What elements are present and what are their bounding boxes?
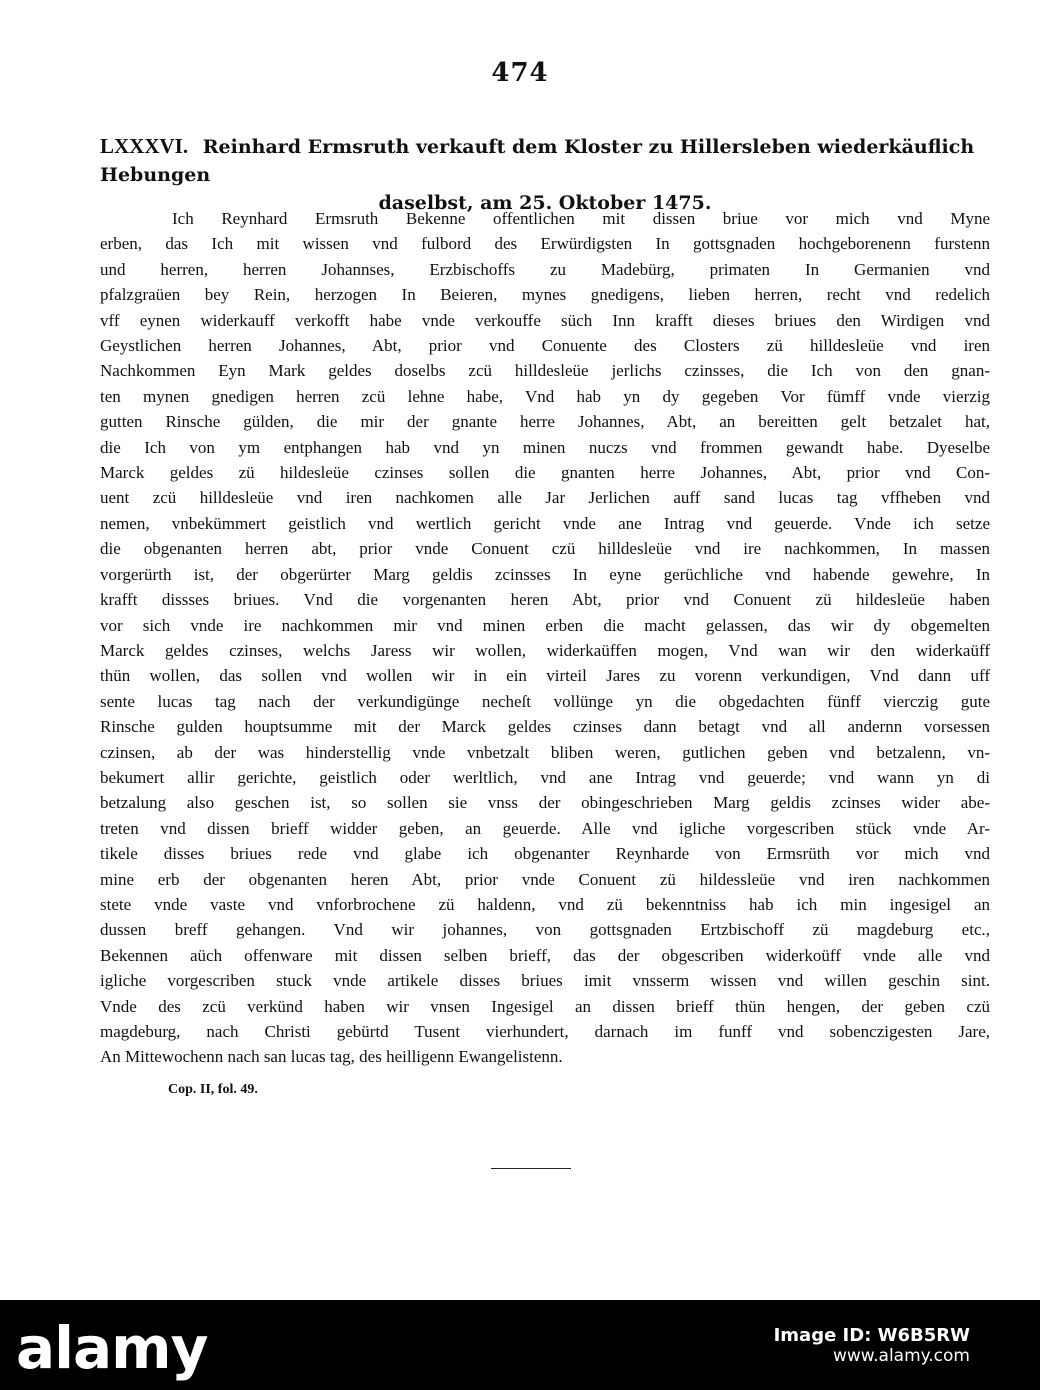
heading-title-line1: Reinhard Ermsruth verkauft dem Kloster zu Hillersleben wiederkäuflich Hebungen — [100, 136, 975, 186]
body-line: thün wollen, das sollen vnd wollen wir in ein virteil Jares zu vorenn verkundigen, Vnd dann uff — [100, 666, 990, 686]
body-line: treten vnd dissen brieff widder geben, an geuerde. Alle vnd igliche vorgescriben stück vnde Ar- — [100, 818, 990, 838]
body-line: Marck geldes zü hildesleüe czinses sollen die gnanten herre Johannes, Abt, prior vnd Con- — [100, 463, 990, 483]
alamy-logo: alamy — [16, 1314, 208, 1382]
body-line: dussen breff gehangen. Vnd wir johannes, von gottsgnaden Ertzbischoff zü magdeburg etc., — [100, 920, 990, 940]
body-line: igliche vorgescriben stuck vnde artikele disses briues imit vnsserm wissen vnd willen geschin sint. — [100, 971, 990, 991]
body-line: Marck geldes czinses, welchs Jaress wir wollen, widerkaüffen mogen, Vnd wan wir den widerkaüff — [100, 640, 990, 660]
document-heading — [100, 132, 990, 217]
body-line: nemen, vnbekümmert geistlich vnd wertlich gericht vnde ane Intrag vnd geuerde. Vnde ich setze — [100, 513, 990, 533]
body-line: stete vnde vaste vnd vnforbrochene zü haldenn, vnd zü bekenntniss hab ich min ingesigel an — [100, 894, 990, 914]
body-line: betzalung also geschen ist, so sollen sie vnss der obingeschrieben Marg geldis zcinses wider abe- — [100, 793, 990, 813]
body-line: krafft dissses briues. Vnd die vorgenanten heren Abt, prior vnd Conuent zü hildesleüe haben — [100, 590, 990, 610]
section-divider — [491, 1168, 571, 1169]
body-line: pfalzgraüen bey Rein, herzogen In Beieren, mynes gnedigens, lieben herren, recht vnd redelich — [100, 285, 990, 305]
body-line: Ich Reynhard Ermsruth Bekenne offentlichen mit dissen briue vor mich vnd Myne — [172, 209, 990, 228]
body-line: erben, das Ich mit wissen vnd fulbord des Erwürdigsten In gottsgnaden hochgeborenenn furstenn — [100, 234, 990, 254]
body-line: czinsen, ab der was hinderstellig vnde vnbetzalt bliben weren, gutlichen geben vnd betzalenn, vn- — [100, 742, 990, 762]
citation: Cop. II, fol. 49. — [168, 1082, 258, 1097]
body-line: sente lucas tag nach der verkundigünge necheſt vollünge yn die obgedachten fünff vierczig gute — [100, 691, 990, 711]
body-line: Bekennen aüch offenware mit dissen selben brieff, das der obgescriben widerkoüff vnde alle vnd — [100, 945, 990, 965]
body-line: Nachkommen Eyn Mark geldes doselbs zcü hilldesleüe jerlichs czinsses, die Ich von den gnan- — [100, 361, 990, 381]
body-line: Rinsche gulden houptsumme mit der Marck geldes czinses dann betagt vnd all andernn vorsessen — [100, 717, 990, 737]
image-id: Image ID: W6B5RW — [773, 1325, 970, 1346]
body-line: ten mynen gnedigen herren zcü lehne habe, Vnd hab yn dy gegeben Vor fümff vnde vierzig — [100, 386, 990, 406]
body-line: die Ich von ym entphangen hab vnd yn minen nuczs vnd frommen gewandt habe. Dyeselbe — [100, 437, 990, 457]
body-line: tikele disses briues rede vnd glabe ich obgenanter Reynharde von Ermsrüth vor mich vnd — [100, 844, 990, 864]
page-number: 474 — [491, 58, 549, 88]
body-line: vff eynen widerkauff verkofft habe vnde verkouffe süch Inn krafft dieses briues den Wirdigen vnd — [100, 310, 990, 330]
heading-title-line2: daselbst, am 25. Oktober 1475. — [378, 192, 712, 214]
body-line: mine erb der obgenanten heren Abt, prior vnde Conuent zü hildessleüe vnd iren nachkommen — [100, 869, 990, 889]
watermark-footer — [0, 1300, 1040, 1390]
body-line: vor sich vnde ire nachkommen mir vnd minen erben die macht gelassen, das wir dy obgemelten — [100, 615, 990, 635]
body-text — [100, 206, 990, 1070]
body-line: bekumert allir gerichte, geistlich oder werltlich, vnd ane Intrag vnd geuerde; vnd wann yn di — [100, 767, 990, 787]
image-id-block — [774, 1325, 970, 1367]
heading-numeral: LXXXVI. — [100, 134, 189, 158]
body-line: die obgenanten herren abt, prior vnde Conuent czü hilldesleüe vnd ire nachkommen, In massen — [100, 539, 990, 559]
body-line: Geystlichen herren Johannes, Abt, prior vnd Conuente des Closters zü hilldesleüe vnd iren — [100, 336, 990, 356]
body-line: An Mittewochenn nach san lucas tag, des heilligenn Ewangelistenn. — [100, 1047, 563, 1067]
body-line: vorgerürth ist, der obgerürter Marg geldis zcinsses In eyne gerüchliche vnd habende gewehre, In — [100, 564, 990, 584]
body-line: magdeburg, nach Christi gebürtd Tusent vierhundert, darnach im funff vnd sobenczigesten Jare, — [100, 1022, 990, 1041]
body-line: Vnde des zcü verkünd haben wir vnsen Ingesigel an dissen brieff thün hengen, der geben czü — [100, 996, 990, 1016]
body-line: gutten Rinsche gülden, die mir der gnante herre Johannes, Abt, an bereitten gelt betzalet hat, — [100, 412, 990, 432]
body-line: uent zcü hilldesleüe vnd iren nachkomen alle Jar Jerlichen auff sand lucas tag vffheben vnd — [100, 488, 990, 508]
body-line: und herren, herren Johannses, Erzbischoffs zu Madebürg, primaten In Germanien vnd — [100, 259, 990, 279]
site-url: www.alamy.com — [832, 1346, 970, 1366]
